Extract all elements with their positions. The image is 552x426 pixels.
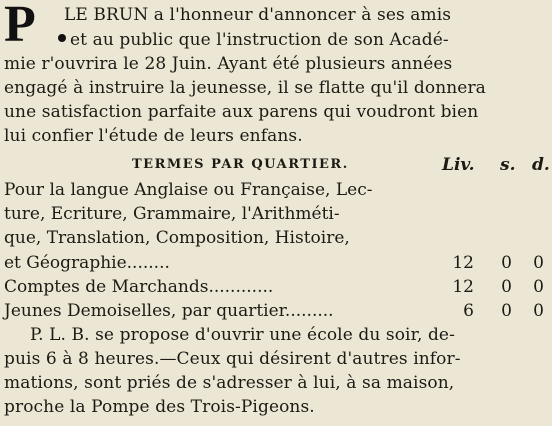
price-deniers: 0 — [533, 277, 544, 297]
drop-cap: P — [4, 0, 36, 53]
intro-line: et au public que l'instruction de son Acadé- — [70, 30, 449, 50]
price-sols: 0 — [501, 301, 512, 321]
intro-line: LE BRUN a l'honneur d'annoncer à ses amis — [64, 5, 452, 25]
price-table-header — [0, 154, 552, 176]
closing-line: puis 6 à 8 heures.—Ceux qui désirent d'autres infor- — [4, 349, 461, 369]
intro-line: une satisfaction parfaite aux parens qui voudront bien — [4, 102, 479, 122]
column-header-deniers: d. — [532, 155, 550, 175]
price-livres: 6 — [463, 301, 474, 321]
column-header-sols: s. — [500, 155, 516, 175]
closing-line: proche la Pompe des Trois-Pigeons. — [4, 397, 315, 417]
closing-line: mations, sont priés de s'adresser à lui, à sa maison, — [4, 373, 455, 393]
price-livres: 12 — [452, 277, 474, 297]
column-header-livres: Liv. — [442, 155, 475, 175]
price-table-title: TERMES PAR QUARTIER. — [132, 157, 349, 172]
price-item-label: et Géographie........ — [4, 253, 170, 273]
price-item-label: Jeunes Demoiselles, par quartier......... — [4, 301, 334, 321]
intro-line: engagé à instruire la jeunesse, il se flatte qu'il donnera — [4, 78, 486, 98]
bullet-dot — [58, 34, 66, 42]
closing-line: P. L. B. se propose d'ouvrir une école du soir, de- — [30, 325, 455, 345]
price-item-label: Pour la langue Anglaise ou Française, Lec- — [4, 180, 373, 200]
price-sols: 0 — [501, 277, 512, 297]
price-item-label: ture, Ecriture, Grammaire, l'Arithméti- — [4, 204, 340, 224]
price-deniers: 0 — [533, 301, 544, 321]
price-item-label: Comptes de Marchands............ — [4, 277, 274, 297]
price-deniers: 0 — [533, 253, 544, 273]
price-livres: 12 — [452, 253, 474, 273]
price-item-label: que, Translation, Composition, Histoire, — [4, 228, 350, 248]
intro-line: lui confier l'étude de leurs enfans. — [4, 126, 303, 146]
price-sols: 0 — [501, 253, 512, 273]
intro-line: mie r'ouvrira le 28 Juin. Ayant été plusieurs années — [4, 54, 453, 74]
